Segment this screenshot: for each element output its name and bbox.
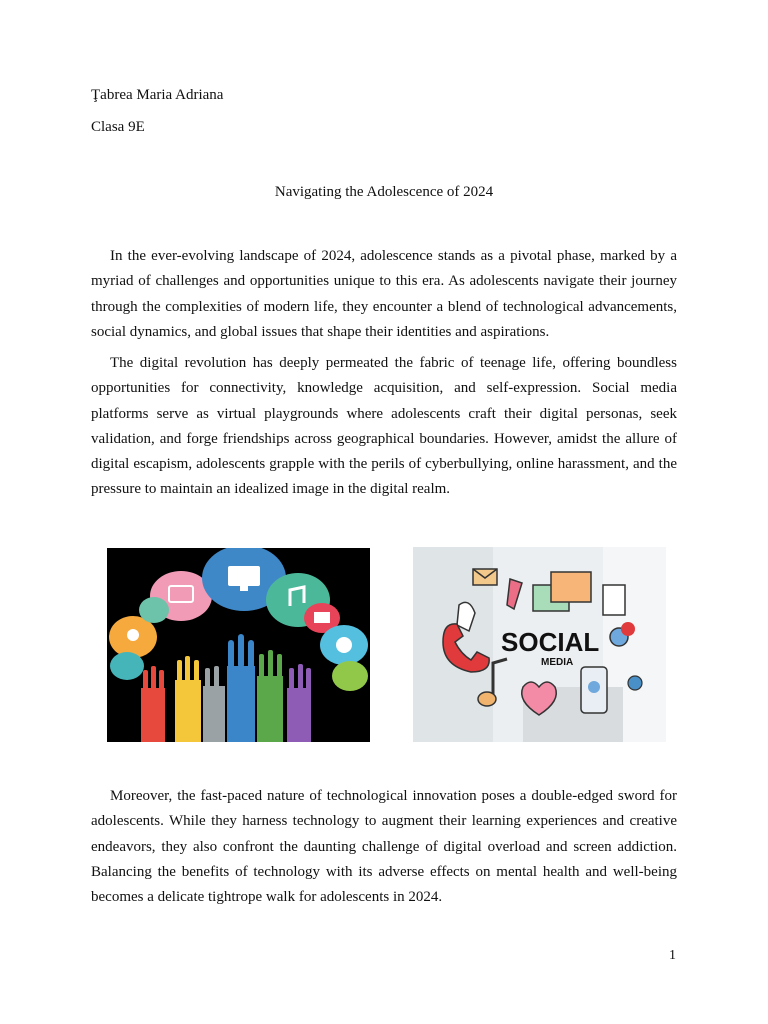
author-name: Ţabrea Maria Adriana [91, 87, 224, 103]
paragraph-3: Moreover, the fast-paced nature of technological innovation poses a double-edged sword for adolescents. While they harness technology to augment their learning experiences and creative endeavors, they also confront the daunting challenge of digital overload and screen addiction. Balancing the benefits of technology with its adverse effects on mental health and well-being becomes a delicate tightrope walk for adolescents in 2024. [91, 788, 677, 906]
document-title: Navigating the Adolescence of 2024 [274, 184, 494, 200]
social-media-doodle-image [413, 547, 666, 742]
media-text: MEDIA [541, 657, 574, 668]
paragraph-1: In the ever-evolving landscape of 2024, adolescence stands as a pivotal phase, marked by a myriad of challenges and opportunities unique to this era. As adolescents navigate their journey through the complexities of modern life, they encounter a blend of technological advancements, social dynamics, and global issues that shape their identities and aspirations. [91, 248, 677, 340]
raised-hands-social-image [107, 548, 370, 742]
page-number: 1 [669, 948, 676, 963]
paragraph-2: The digital revolution has deeply permeated the fabric of teenage life, offering boundless opportunities for connectivity, knowledge acquisition, and self-expression. Social media platforms serve as virtual playgrounds where adolescents craft their digital personas, seek validation, and forge friendships across geographical boundaries. However, amidst the allure of digital escapism, adolescents grapple with the perils of cyberbullying, online harassment, and the pressure to maintain an idealized image in the digital realm. [91, 355, 677, 498]
class-label: Clasa 9E [91, 119, 145, 135]
social-text: SOCIAL [501, 627, 600, 657]
